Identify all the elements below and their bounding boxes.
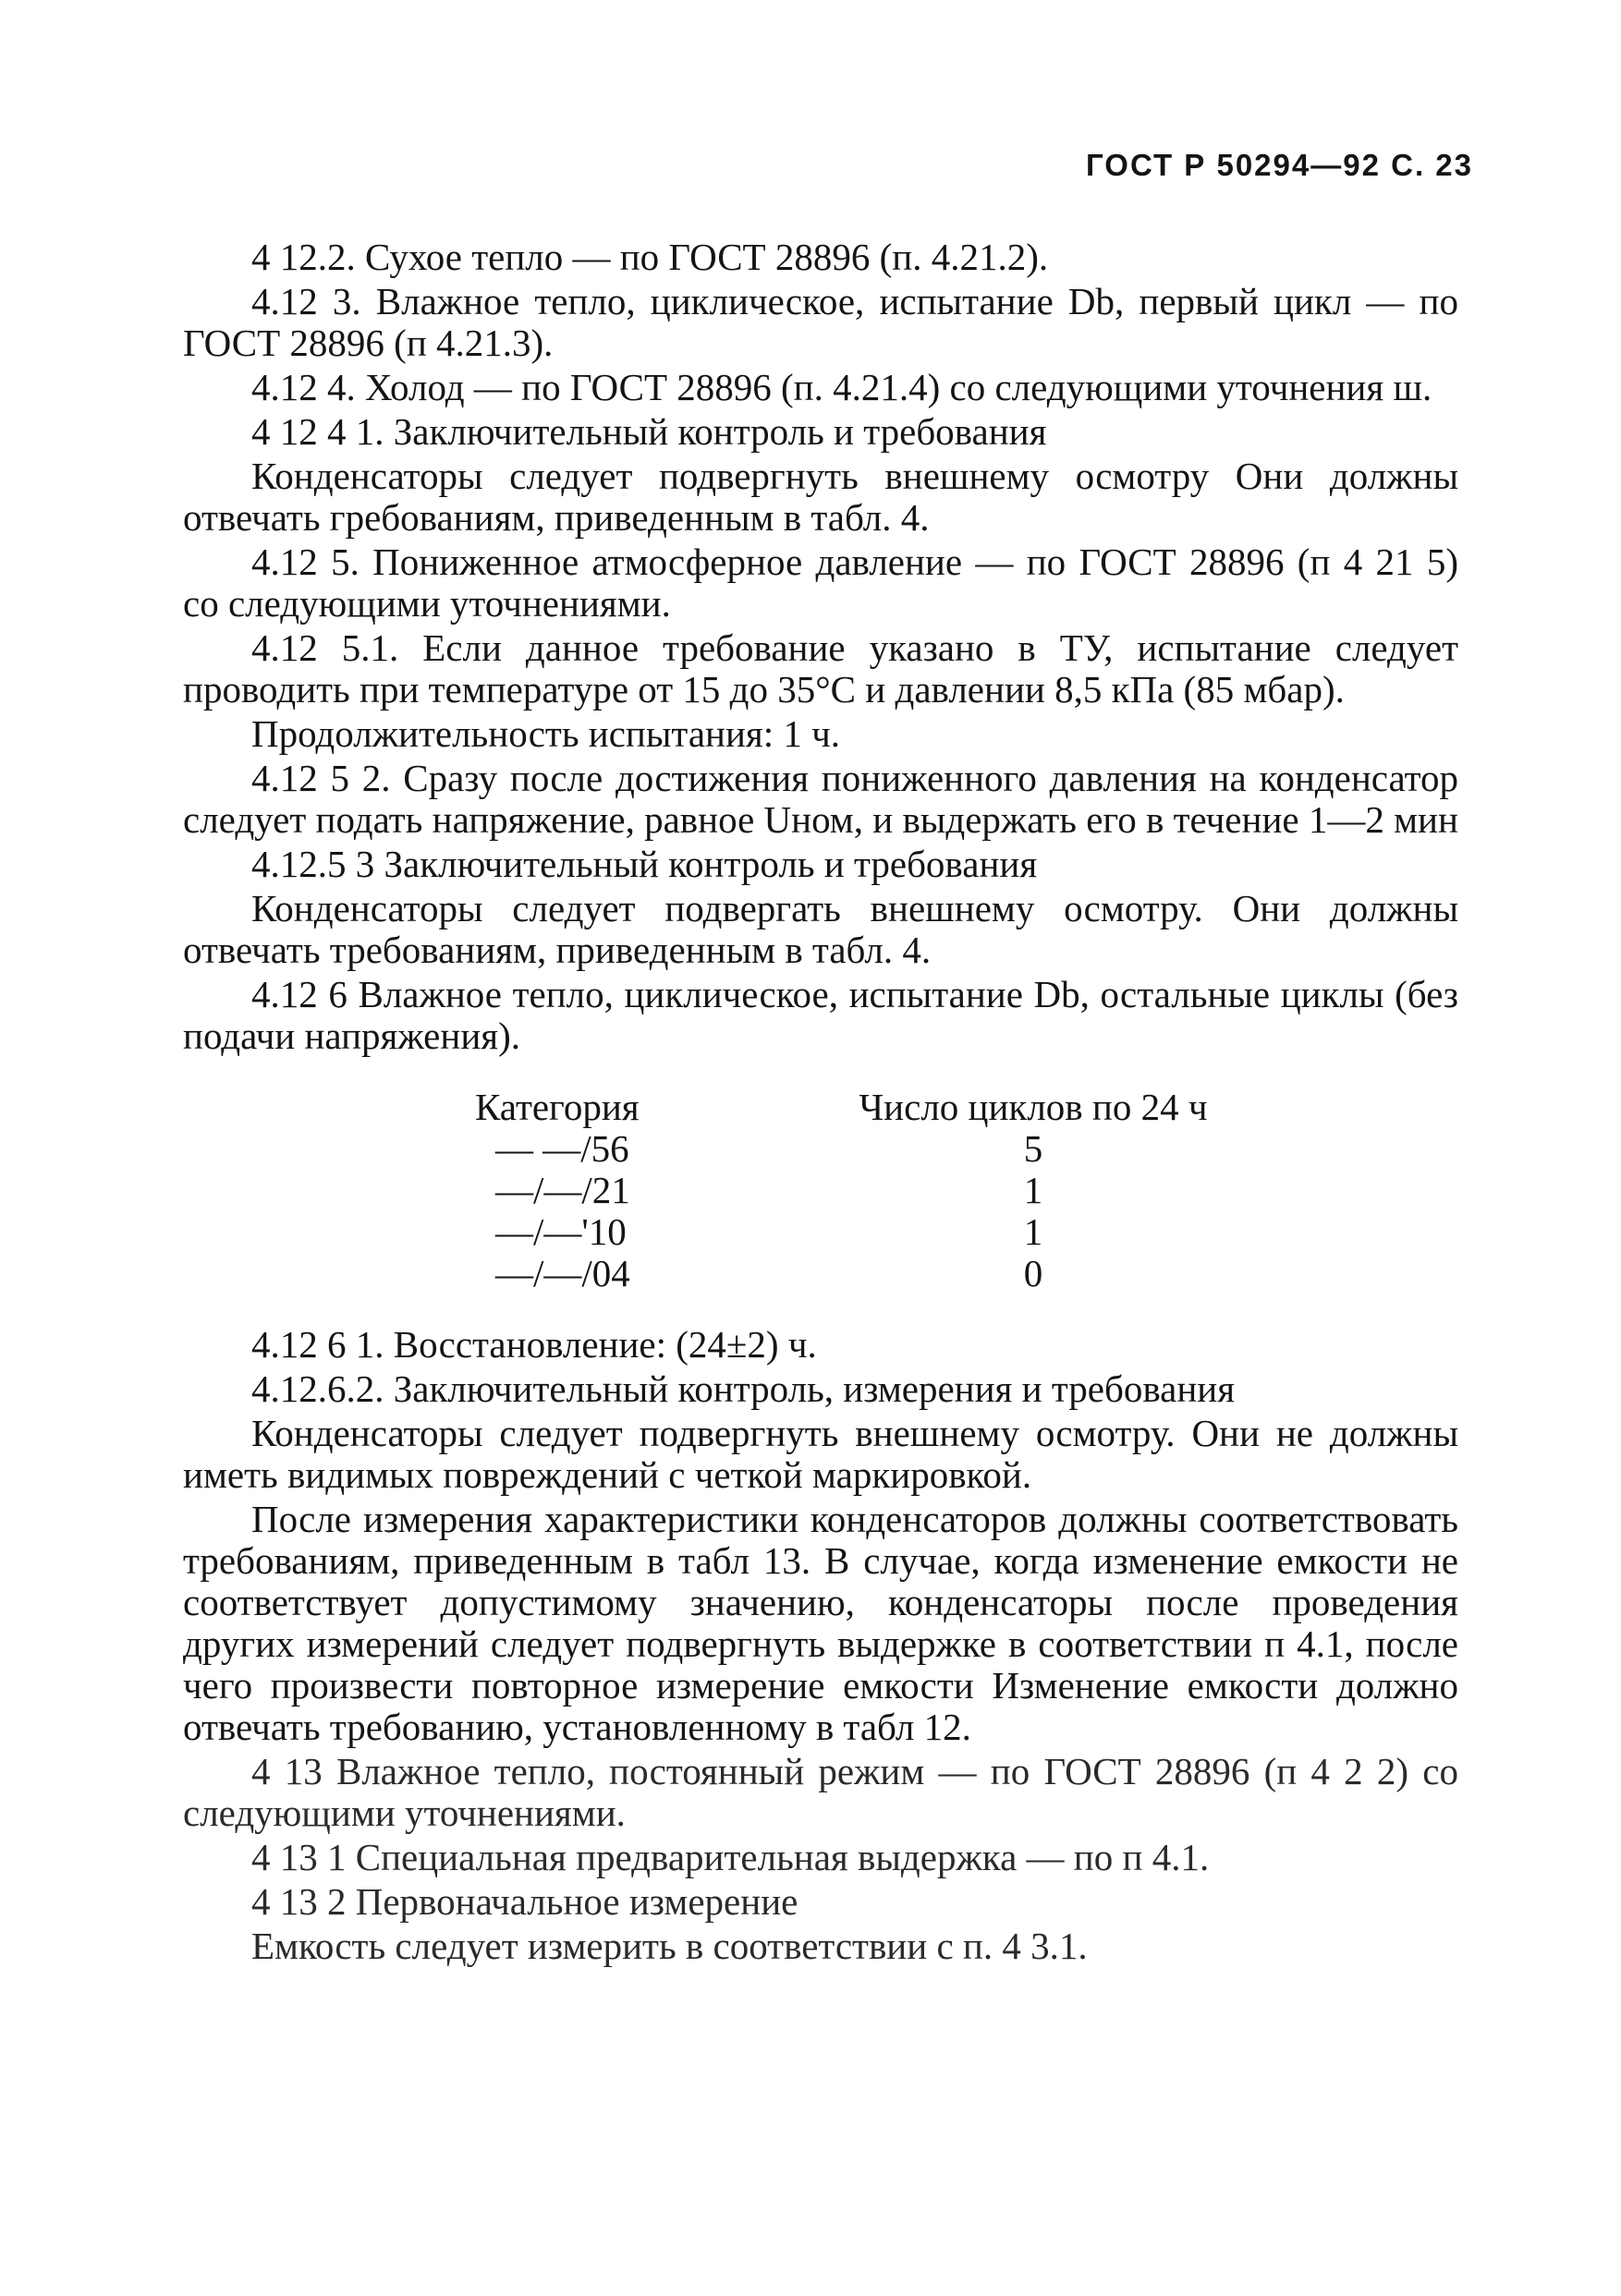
table-header-row [475,1087,1246,1128]
paragraph-4-12-5-2: 4.12 5 2. Сразу после достижения пониженного давления на конденсатор следует подать напряжение, равное Uном, и выдержать его в течение 1—2 мин [183,757,1458,841]
paragraph-4-13: 4 13 Влажное тепло, постоянный режим — по ГОСТ 28896 (п 4 2 2) со следующими уточнениями. [183,1750,1458,1834]
table-row [475,1253,1246,1294]
paragraph-4-12-6-2-text: Конденсаторы следует подвергнуть внешнему осмотру. Они не должны иметь видимых повреждений с четкой маркировкой. [183,1412,1458,1496]
paragraph-4-12-4: 4.12 4. Холод — по ГОСТ 28896 (п. 4.21.4) со следующими уточнения ш. [251,366,1432,408]
table-row [475,1128,1246,1170]
table-cell-cycles: 1 [1023,1169,1043,1211]
paragraph-4-12-6: 4.12 6 Влажное тепло, циклическое, испытание Db, остальные циклы (без подачи напряжения). [183,973,1458,1057]
table-row [475,1211,1246,1253]
table-cell-category: — —/56 [495,1127,629,1170]
paragraph-4-12-6-1: 4.12 6 1. Восстановление: (24±2) ч. [251,1323,817,1366]
table-header-cycles: Число циклов по 24 ч [859,1086,1208,1128]
paragraph-4-12-4-1: 4 12 4 1. Заключительный контроль и требования [251,410,1047,453]
table-cell-category: —/—/21 [495,1169,630,1211]
table-cell-category: —/—/04 [495,1252,630,1294]
paragraph-4-12-3: 4.12 3. Влажное тепло, циклическое, испытание Db, первый цикл — по ГОСТ 28896 (п 4.21.3). [183,280,1458,364]
paragraph-duration: Продолжительность испытания: 1 ч. [251,712,841,755]
table-cell-cycles: 1 [1023,1210,1043,1253]
table-cell-cycles: 0 [1023,1252,1043,1294]
paragraph-measurement: После измерения характеристики конденсаторов должны соответствовать требованиям, приведенным в табл 13. В случае, когда изменение емкости не соответствует допустимому значению, конденсаторы после проведения других измерений следует подвергнуть выдержке в соответствии п 4.1, после чего произвести повторное измерение емкости Изменение емкости должно отвечать требованию, установленному в табл 12. [183,1498,1458,1748]
paragraph-4-12-5: 4.12 5. Пониженное атмосферное давление — по ГОСТ 28896 (п 4 21 5) со следующими уточнениями. [183,541,1458,625]
paragraph-4-12-6-2: 4.12.6.2. Заключительный контроль, измерения и требования [251,1367,1236,1410]
paragraph-4-12-5-3: 4.12.5 3 Заключительный контроль и требования [251,843,1038,885]
table-header-category: Категория [475,1086,640,1128]
page-header: ГОСТ Р 50294—92 С. 23 [1086,148,1473,182]
paragraph-4-12-4-1-text: Конденсаторы следует подвергнуть внешнему осмотру Они должны отвечать гребованиям, приведенным в табл. 4. [183,455,1458,539]
paragraph-4-12-5-1: 4.12 5.1. Если данное требование указано в ТУ, испытание следует проводить при температуре от 15 до 35°С и давлении 8,5 кПа (85 мбар). [183,626,1458,711]
paragraph-4-12-5-3-text: Конденсаторы следует подвергать внешнему осмотру. Они должны отвечать требованиям, приведенным в табл. 4. [183,887,1458,971]
paragraph-4-12-2: 4 12.2. Сухое тепло — по ГОСТ 28896 (п. 4.21.2). [251,236,1049,278]
table-row [475,1170,1246,1211]
table-cell-category: —/—'10 [495,1210,627,1253]
paragraph-4-13-2: 4 13 2 Первоначальное измерение [251,1880,798,1923]
document-body [183,237,1458,1970]
paragraph-capacity: Емкость следует измерить в соответствии с п. 4 3.1. [251,1925,1088,1967]
cycles-table [475,1087,1246,1294]
table-cell-cycles: 5 [1023,1127,1043,1170]
paragraph-4-13-1: 4 13 1 Специальная предварительная выдержка — по п 4.1. [251,1836,1210,1878]
